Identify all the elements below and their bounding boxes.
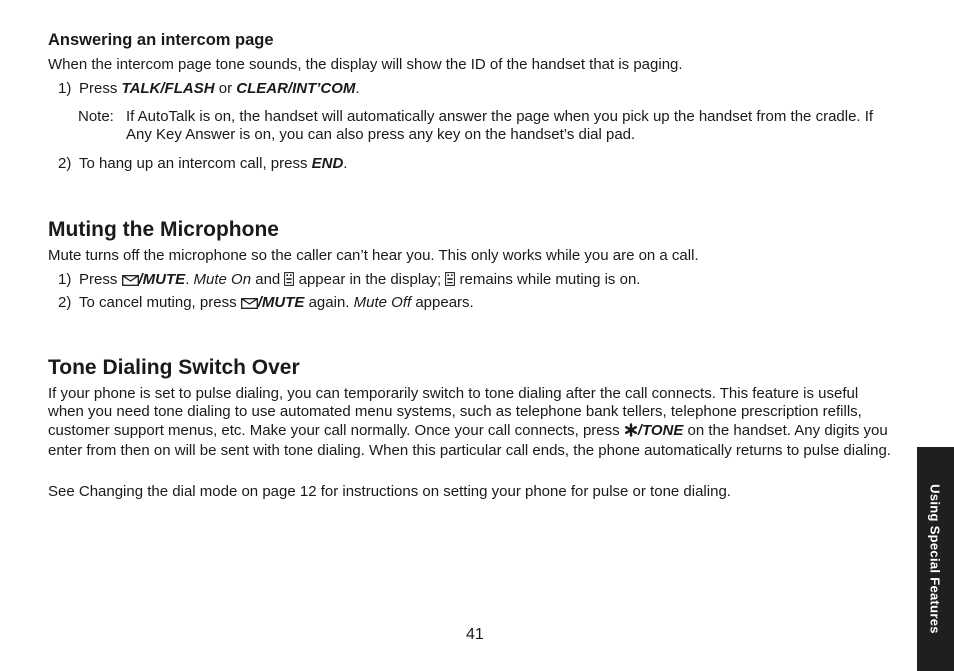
mute-off-display-text: Mute Off (353, 294, 412, 311)
tone-paragraph: If your phone is set to pulse dialing, you can temporarily switch to tone dialing after the call connects. This feature is useful when you need tone dialing to use automated menu systems, such as telephone bank tellers, telephone prescription refills, customer support menus, etc. Make your call normally. Once your call connects, press /TONE on the handset. Any digits you enter from then on will be sent with tone dialing. When this particular call ends, the phone automatically returns to pulse dialing. (48, 385, 891, 460)
clear-intcom-key: CLEAR/INT’COM (236, 80, 356, 97)
muting-step-2: 2) To cancel muting, press /MUTE again. Mute Off appears. (58, 294, 474, 314)
talk-flash-key: TALK/FLASH (121, 80, 215, 97)
side-tab-label: Using Special Features (927, 484, 943, 634)
intercom-intro: When the intercom page tone sounds, the display will show the ID of the handset that is paging. (48, 56, 683, 73)
intercom-note (78, 108, 898, 145)
tone-key: /TONE (637, 421, 684, 439)
intercom-step-2: 2) To hang up an intercom call, press END. (58, 155, 348, 172)
mute-display-icon (284, 272, 294, 291)
intercom-step-1: 1) Press TALK/FLASH or CLEAR/INT’COM. (58, 80, 360, 97)
end-key: END (311, 155, 344, 172)
note-label: Note: (78, 108, 114, 125)
envelope-mute-key-icon (122, 273, 139, 291)
envelope-mute-key-icon (241, 296, 258, 314)
mute-display-icon (445, 272, 455, 291)
star-key-icon (624, 423, 638, 442)
muting-intro: Mute turns off the microphone so the caller can’t hear you. This only works while you are on a call. (48, 247, 699, 264)
mute-key: /MUTE (257, 294, 305, 311)
section-side-tab (917, 447, 954, 671)
step-number: 1) (58, 80, 72, 97)
step-number: 1) (58, 271, 72, 288)
note-text: If AutoTalk is on, the handset will automatically answer the page when you pick up the handset from the cradle. If Any Key Answer is on, you can also press any key on the handset’s dial pad. (126, 108, 874, 144)
tone-heading: Tone Dialing Switch Over (48, 356, 300, 379)
step-number: 2) (58, 155, 72, 172)
mute-on-display-text: Mute On (193, 271, 252, 288)
muting-heading: Muting the Microphone (48, 218, 279, 241)
page-number: 41 (466, 626, 484, 643)
tone-see-also: See Changing the dial mode on page 12 for instructions on setting your phone for pulse or tone dialing. (48, 483, 731, 500)
step-number: 2) (58, 294, 72, 311)
mute-key: /MUTE (138, 271, 186, 288)
muting-step-1: 1) Press /MUTE. Mute On and appear in the display; remains while muting is on. (58, 271, 640, 291)
intercom-heading: Answering an intercom page (48, 31, 274, 49)
